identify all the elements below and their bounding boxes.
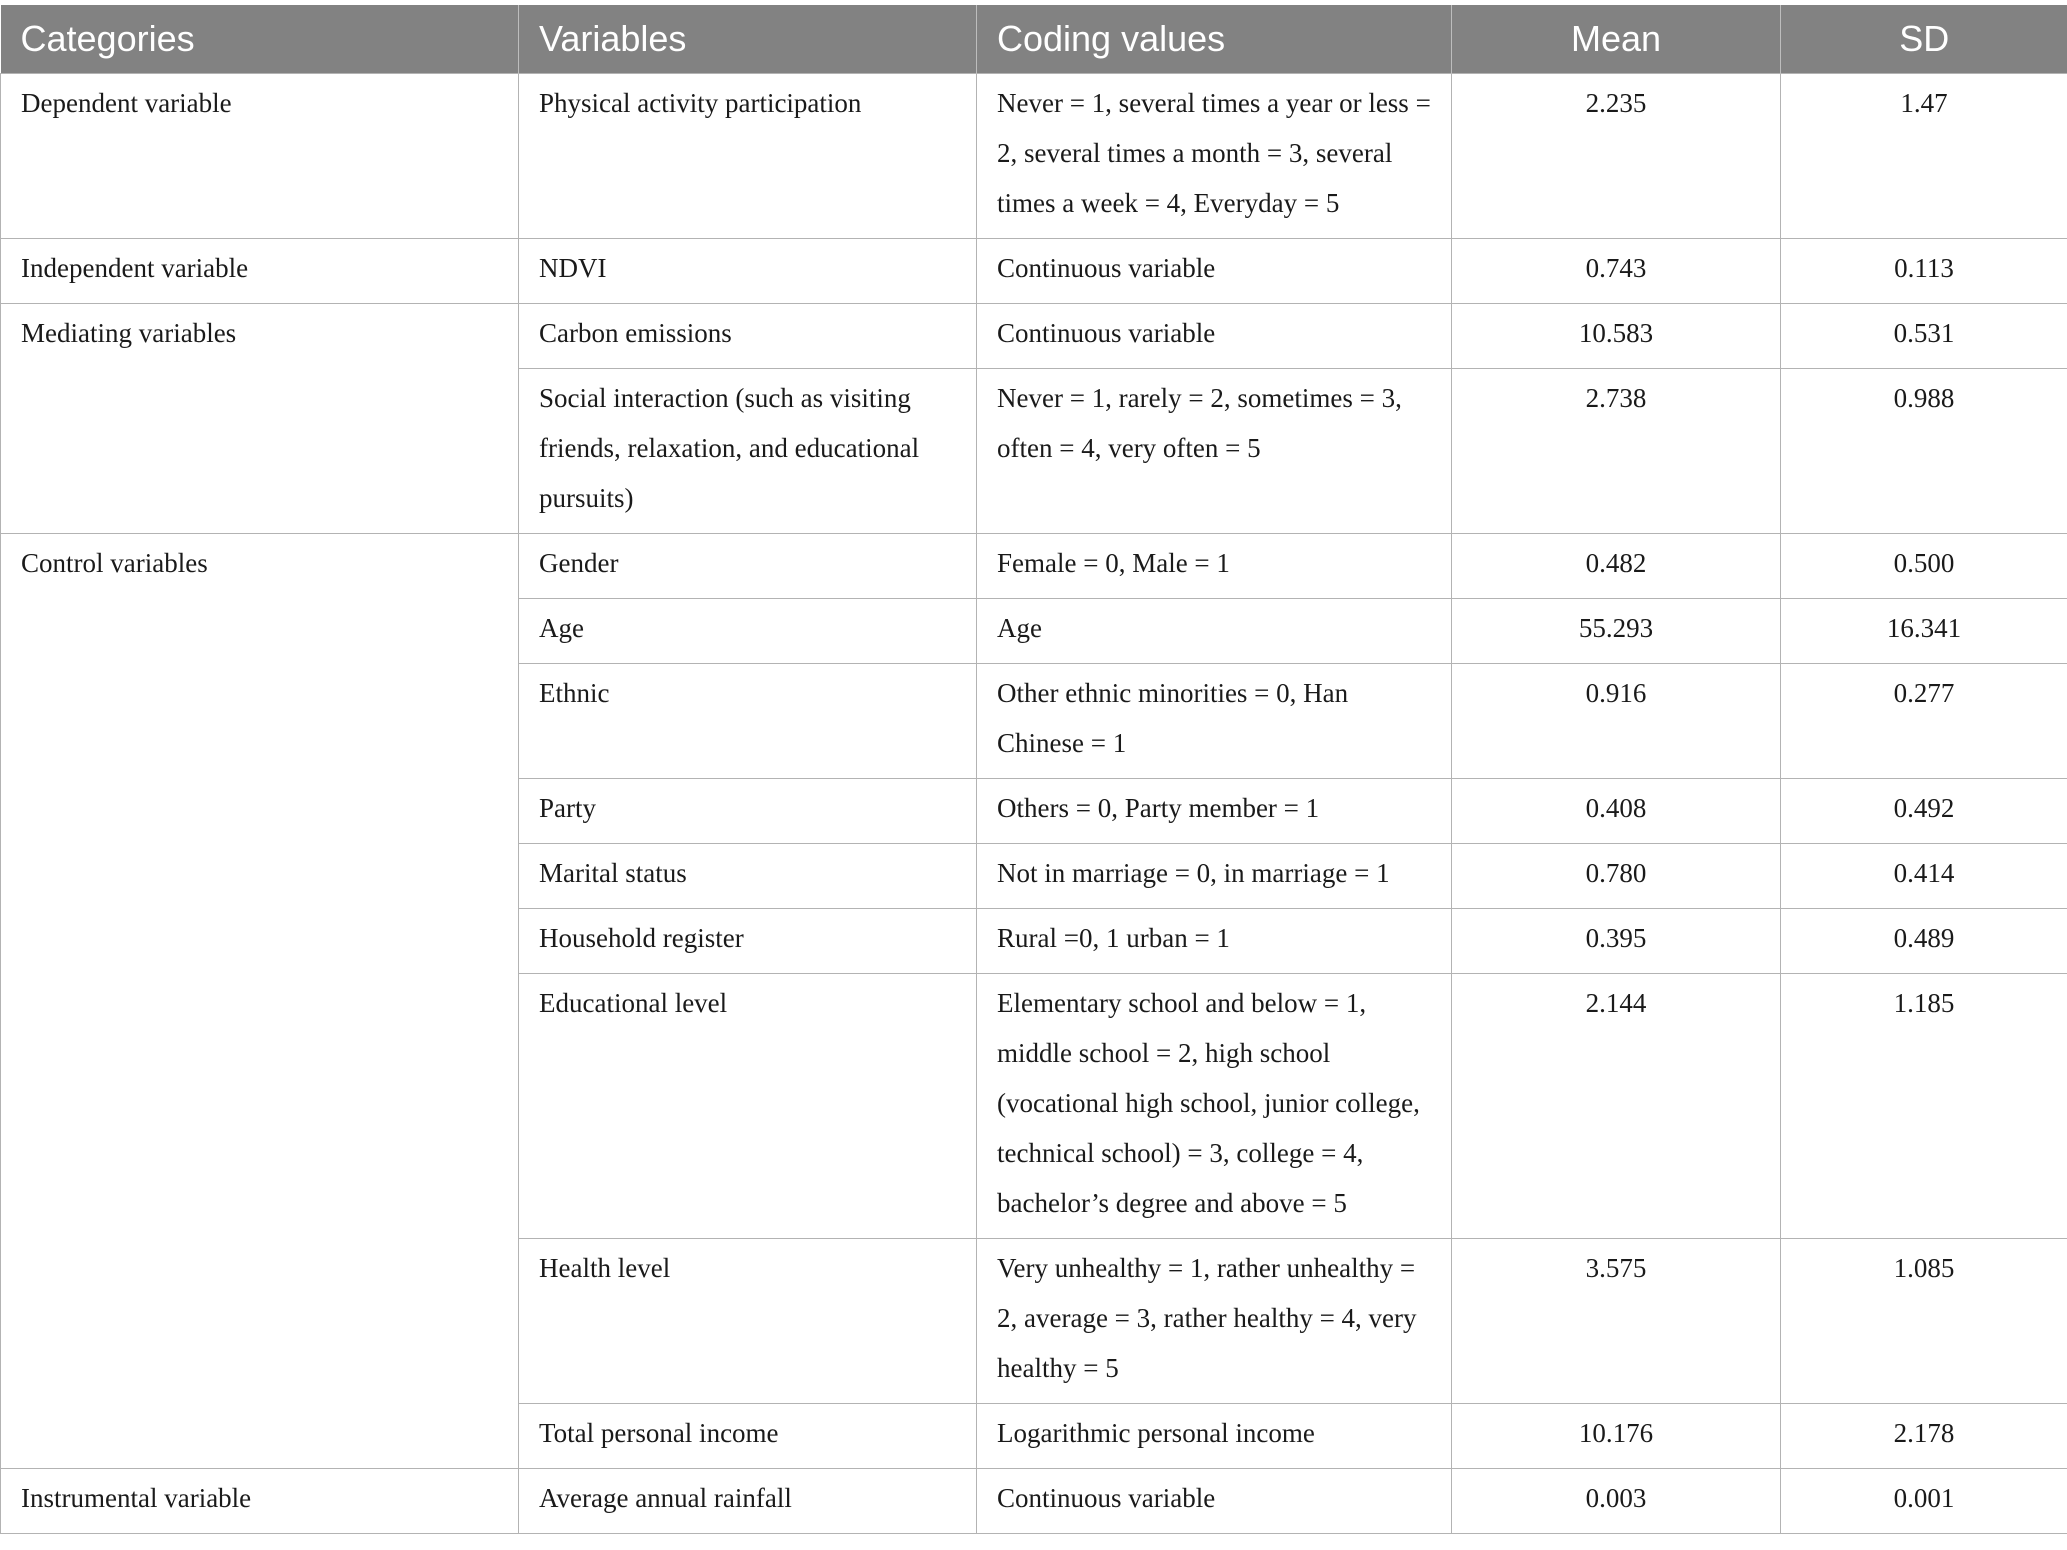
coding-cell — [977, 779, 1452, 844]
coding-cell — [977, 974, 1452, 1239]
header-coding-values: Coding values — [977, 5, 1452, 74]
sd-cell — [1781, 369, 2067, 534]
sd-value: 0.531 — [1893, 318, 1955, 348]
variable-text: Physical activity participation — [539, 88, 862, 118]
sd-cell — [1781, 599, 2067, 664]
variable-text: Party — [539, 793, 596, 823]
mean-value: 2.738 — [1585, 383, 1647, 413]
mean-value: 3.575 — [1585, 1253, 1647, 1283]
coding-text: Age — [997, 613, 1042, 643]
mean-value: 2.235 — [1585, 88, 1647, 118]
variable-cell — [519, 909, 977, 974]
mean-cell — [1452, 664, 1781, 779]
mean-value: 10.583 — [1578, 318, 1654, 348]
mean-cell — [1452, 74, 1781, 239]
sd-value: 1.47 — [1900, 88, 1948, 118]
coding-text: Continuous variable — [997, 253, 1216, 283]
variable-text: NDVI — [539, 253, 607, 283]
coding-text: Never = 1, several times a year or less = 2, several times a month = 3, several times a week = 4, Everyday = 5 — [997, 88, 1431, 218]
sd-cell — [1781, 1469, 2067, 1534]
table-body — [1, 74, 2067, 1534]
coding-cell — [977, 1469, 1452, 1534]
sd-cell — [1781, 239, 2067, 304]
variable-text: Educational level — [539, 988, 728, 1018]
category-text: Mediating variables — [21, 318, 237, 348]
sd-value: 1.185 — [1893, 988, 1955, 1018]
mean-cell — [1452, 1469, 1781, 1534]
sd-value: 0.489 — [1893, 923, 1955, 953]
variable-text: Carbon emissions — [539, 318, 732, 348]
variable-text: Social interaction (such as visiting friends, relaxation, and educational pursuits) — [539, 383, 920, 513]
mean-cell — [1452, 239, 1781, 304]
mean-cell — [1452, 1239, 1781, 1404]
mean-cell — [1452, 844, 1781, 909]
sd-value: 0.277 — [1893, 678, 1955, 708]
table-row — [1, 239, 2067, 304]
category-text: Independent variable — [21, 253, 249, 283]
mean-value: 2.144 — [1585, 988, 1647, 1018]
category-text: Control variables — [21, 548, 208, 578]
table-row — [1, 534, 2067, 599]
mean-value: 0.743 — [1585, 253, 1647, 283]
coding-cell — [977, 1239, 1452, 1404]
sd-cell — [1781, 1404, 2067, 1469]
coding-text: Very unhealthy = 1, rather unhealthy = 2, average = 3, rather healthy = 4, very healthy = 5 — [997, 1253, 1417, 1383]
variable-cell — [519, 779, 977, 844]
sd-value: 0.001 — [1893, 1483, 1955, 1513]
header-mean: Mean — [1452, 5, 1781, 74]
mean-cell — [1452, 909, 1781, 974]
variables-table — [0, 5, 2067, 1534]
header-categories: Categories — [1, 5, 519, 74]
coding-text: Female = 0, Male = 1 — [997, 548, 1230, 578]
mean-cell — [1452, 779, 1781, 844]
category-cell — [1, 74, 519, 239]
variable-cell — [519, 239, 977, 304]
variable-cell — [519, 1469, 977, 1534]
mean-value: 55.293 — [1578, 613, 1654, 643]
coding-cell — [977, 304, 1452, 369]
sd-cell — [1781, 779, 2067, 844]
header-sd: SD — [1781, 5, 2067, 74]
category-cell — [1, 239, 519, 304]
coding-cell — [977, 1404, 1452, 1469]
coding-cell — [977, 74, 1452, 239]
category-text: Instrumental variable — [21, 1483, 252, 1513]
sd-cell — [1781, 909, 2067, 974]
variable-cell — [519, 974, 977, 1239]
coding-text: Never = 1, rarely = 2, sometimes = 3, often = 4, very often = 5 — [997, 383, 1402, 463]
variable-text: Health level — [539, 1253, 671, 1283]
variable-cell — [519, 534, 977, 599]
coding-text: Rural =0, 1 urban = 1 — [997, 923, 1230, 953]
coding-cell — [977, 909, 1452, 974]
coding-cell — [977, 534, 1452, 599]
coding-text: Other ethnic minorities = 0, Han Chinese = 1 — [997, 678, 1349, 758]
category-text: Dependent variable — [21, 88, 232, 118]
sd-value: 0.113 — [1894, 253, 1954, 283]
variable-text: Marital status — [539, 858, 687, 888]
coding-text: Others = 0, Party member = 1 — [997, 793, 1320, 823]
variable-cell — [519, 304, 977, 369]
sd-value: 1.085 — [1893, 1253, 1955, 1283]
variable-cell — [519, 1239, 977, 1404]
category-cell — [1, 304, 519, 534]
coding-text: Continuous variable — [997, 1483, 1216, 1513]
mean-cell — [1452, 369, 1781, 534]
sd-value: 2.178 — [1893, 1418, 1955, 1448]
header-row — [1, 5, 2067, 74]
sd-value: 0.414 — [1893, 858, 1955, 888]
mean-value: 0.408 — [1585, 793, 1647, 823]
sd-value: 16.341 — [1886, 613, 1962, 643]
coding-text: Continuous variable — [997, 318, 1216, 348]
variable-text: Average annual rainfall — [539, 1483, 792, 1513]
sd-value: 0.500 — [1893, 548, 1955, 578]
category-cell — [1, 534, 519, 1469]
variable-text: Total personal income — [539, 1418, 779, 1448]
variable-text: Age — [539, 613, 584, 643]
sd-value: 0.988 — [1893, 383, 1955, 413]
header-variables: Variables — [519, 5, 977, 74]
variable-text: Household register — [539, 923, 744, 953]
variable-cell — [519, 1404, 977, 1469]
sd-cell — [1781, 844, 2067, 909]
variable-text: Ethnic — [539, 678, 610, 708]
mean-cell — [1452, 534, 1781, 599]
mean-value: 0.003 — [1585, 1483, 1647, 1513]
sd-cell — [1781, 534, 2067, 599]
mean-value: 0.780 — [1585, 858, 1647, 888]
coding-cell — [977, 369, 1452, 534]
variable-cell — [519, 599, 977, 664]
coding-cell — [977, 664, 1452, 779]
sd-cell — [1781, 304, 2067, 369]
mean-value: 0.916 — [1585, 678, 1647, 708]
variable-cell — [519, 664, 977, 779]
coding-text: Logarithmic personal income — [997, 1418, 1315, 1448]
variable-cell — [519, 844, 977, 909]
sd-value: 0.492 — [1893, 793, 1955, 823]
coding-cell — [977, 239, 1452, 304]
table-row — [1, 74, 2067, 239]
table-header — [1, 5, 2067, 74]
mean-value: 0.482 — [1585, 548, 1647, 578]
sd-cell — [1781, 974, 2067, 1239]
mean-cell — [1452, 1404, 1781, 1469]
mean-cell — [1452, 974, 1781, 1239]
variable-cell — [519, 74, 977, 239]
table-row — [1, 1469, 2067, 1534]
mean-value: 10.176 — [1578, 1418, 1654, 1448]
variable-text: Gender — [539, 548, 619, 578]
sd-cell — [1781, 1239, 2067, 1404]
coding-cell — [977, 844, 1452, 909]
coding-cell — [977, 599, 1452, 664]
sd-cell — [1781, 664, 2067, 779]
sd-cell — [1781, 74, 2067, 239]
coding-text: Elementary school and below = 1, middle school = 2, high school (vocational high school, junior college, technical school) = 3, college = 4, bachelor’s degree and above = 5 — [997, 988, 1420, 1218]
mean-value: 0.395 — [1585, 923, 1647, 953]
category-cell — [1, 1469, 519, 1534]
mean-cell — [1452, 599, 1781, 664]
variable-cell — [519, 369, 977, 534]
table-row — [1, 304, 2067, 369]
mean-cell — [1452, 304, 1781, 369]
coding-text: Not in marriage = 0, in marriage = 1 — [997, 858, 1390, 888]
